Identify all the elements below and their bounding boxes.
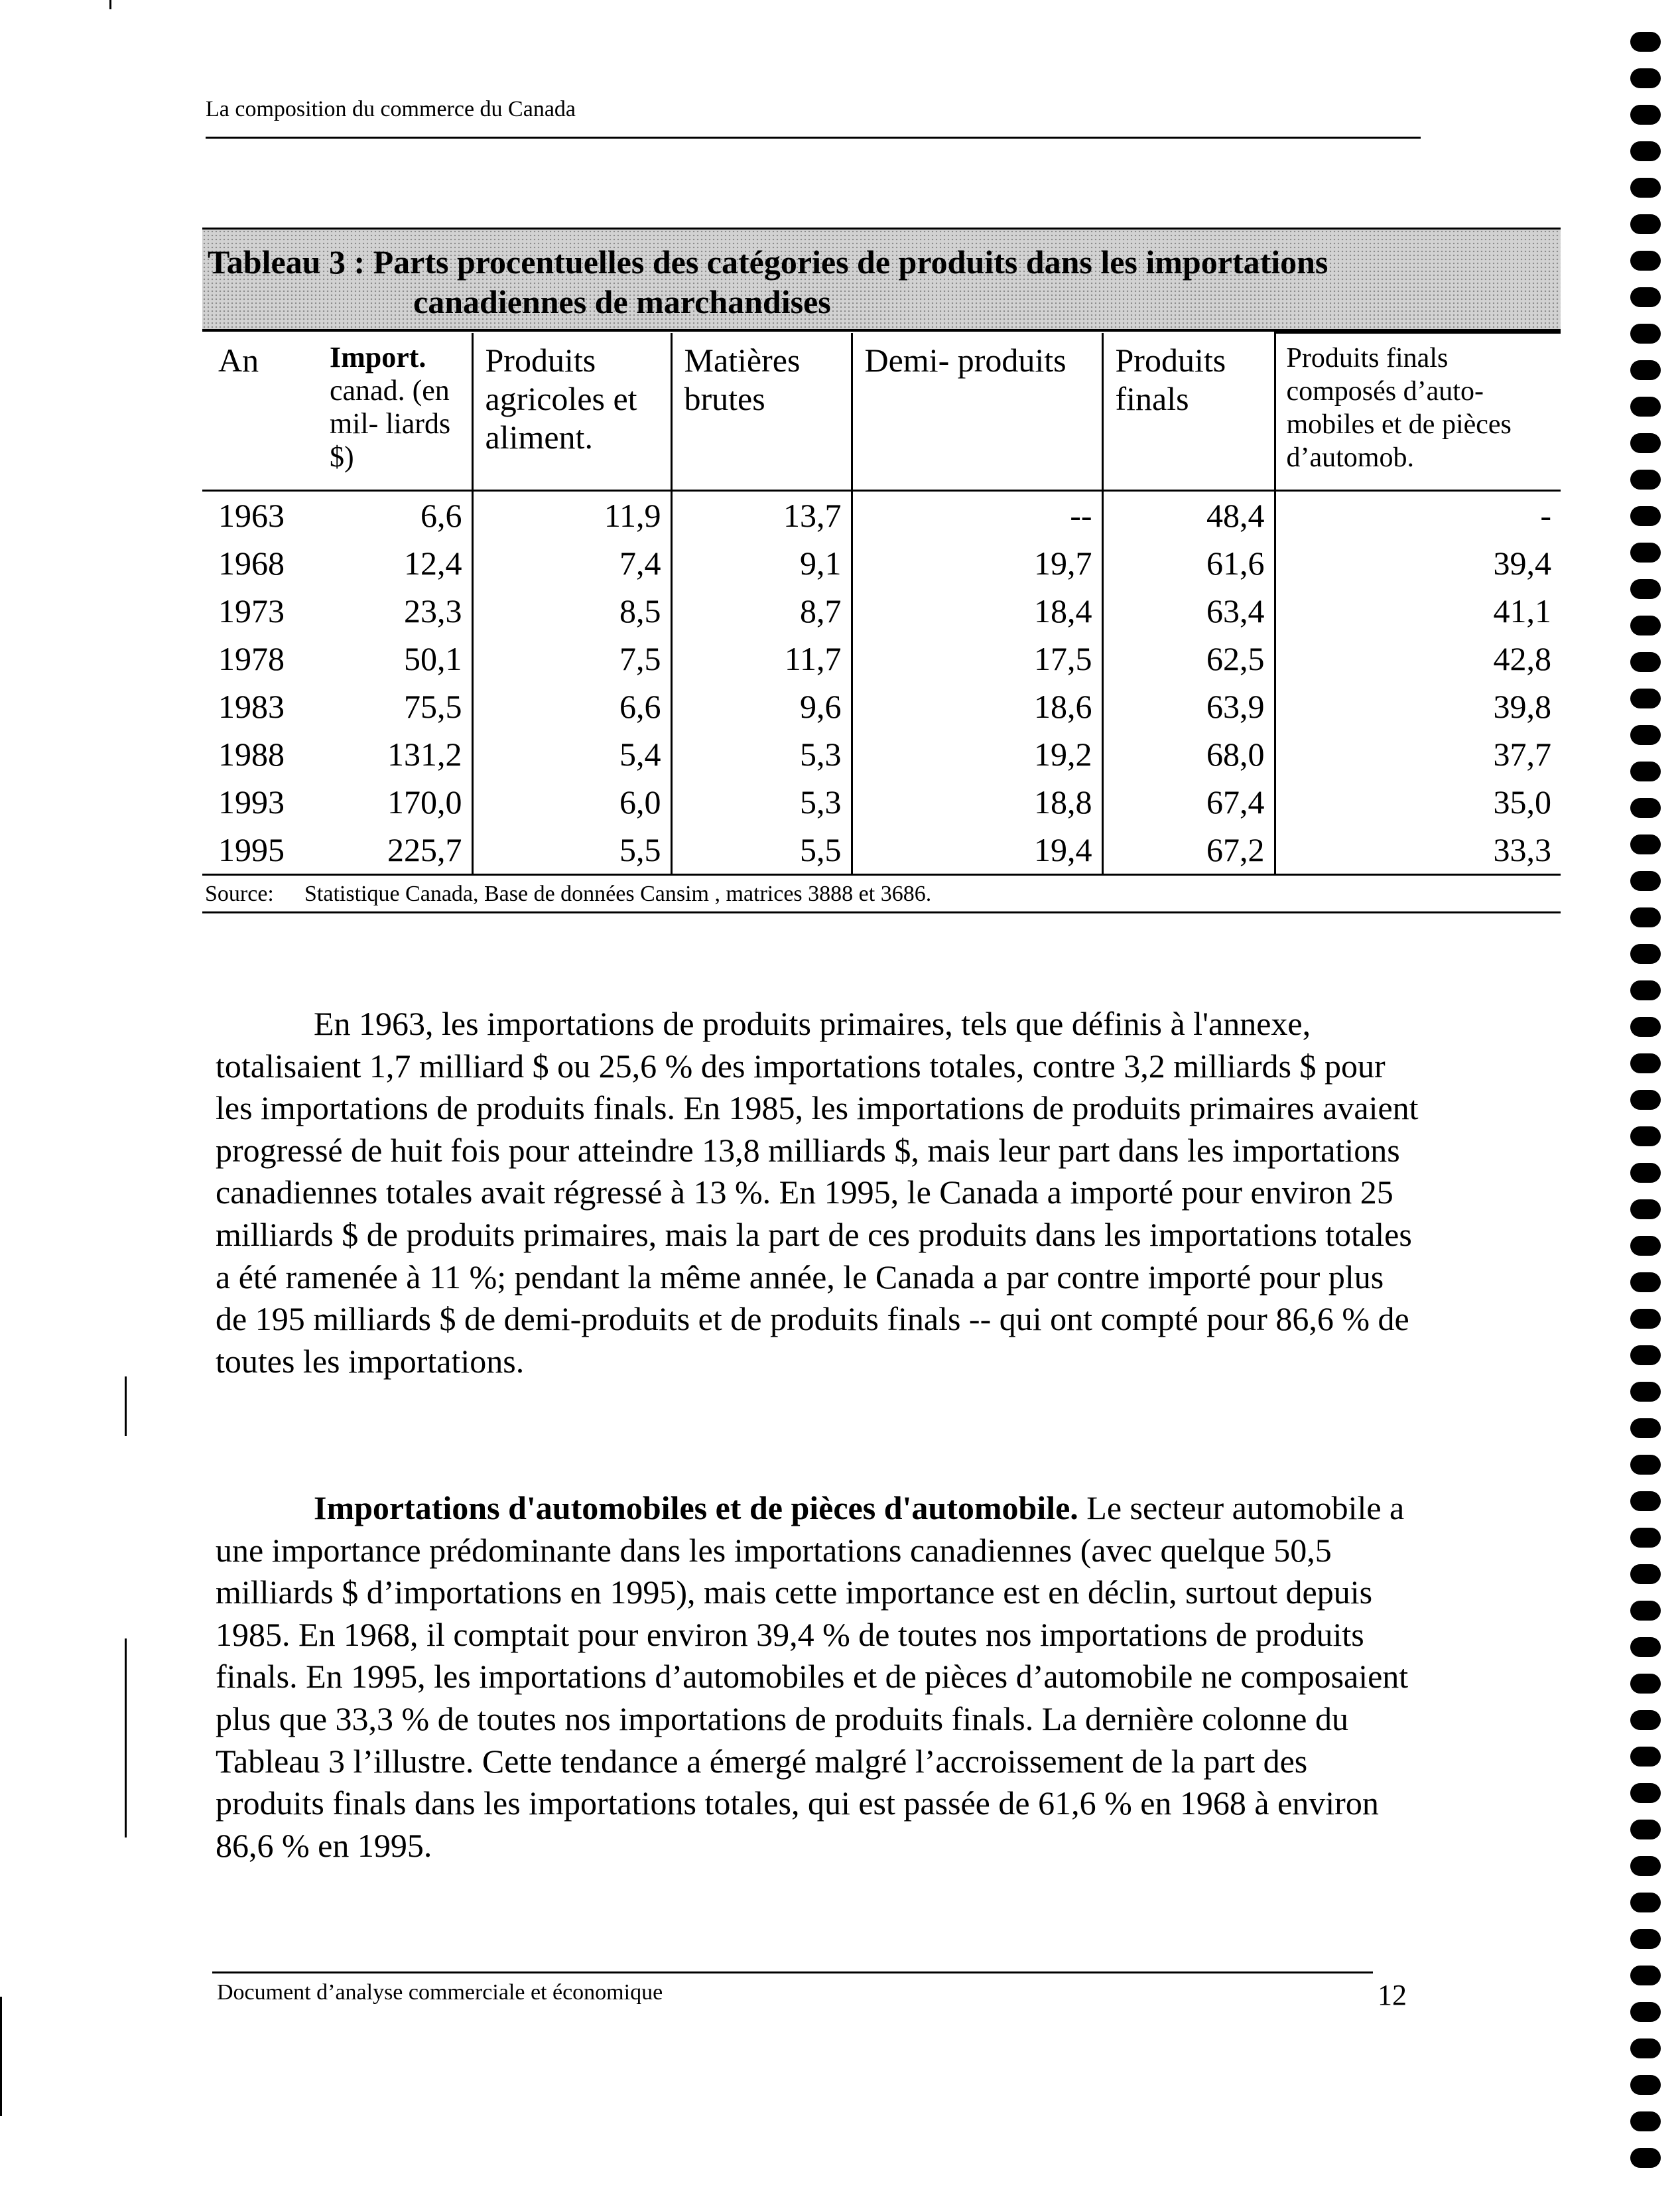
cell-finals: 63,4 [1102,587,1275,635]
col-header-auto: Produits finals composés d’auto- mobiles et de pièces d’automob. [1275,333,1561,491]
table-row [202,826,1561,875]
cell-auto: 37,7 [1275,730,1561,778]
footer-rule [212,1971,1373,1973]
cell-semi: 18,6 [852,683,1102,730]
table-title [202,228,1561,329]
punch-hole [1630,1528,1661,1548]
paragraph-2 [216,1487,1423,1867]
punch-hole [1630,1783,1661,1803]
punch-hole [1630,1820,1661,1839]
cell-imports: 23,3 [404,592,462,630]
cell-agri: 7,4 [472,539,671,587]
punch-hole [1630,652,1661,672]
cell-auto: 41,1 [1275,587,1561,635]
paragraph-2-heading: Importations d'automobiles et de pièces d'automobile. [314,1489,1078,1526]
table-row [202,539,1561,587]
cell-imports: 131,2 [387,736,462,773]
table-row [202,730,1561,778]
punch-hole [1630,798,1661,818]
punch-hole [1630,725,1661,745]
punch-hole [1630,907,1661,927]
header-rule [206,137,1421,139]
cell-imports: 75,5 [404,688,462,725]
punch-hole [1630,616,1661,635]
col-header-year: An [218,341,259,379]
cell-year: 1983 [218,688,285,725]
punch-hole [1630,506,1661,526]
running-header: La composition du commerce du Canada [206,97,576,121]
table-title-line-2: canadiennes de marchandises [413,283,831,320]
punch-hole [1630,1163,1661,1183]
cell-agri: 5,5 [472,826,671,875]
cell-agri: 5,4 [472,730,671,778]
cell-imports: 170,0 [387,783,462,821]
cell-raw: 5,3 [671,730,852,778]
cell-raw: 8,7 [671,587,852,635]
cell-semi: 19,4 [852,826,1102,875]
cell-raw: 5,3 [671,778,852,826]
punch-hole [1630,689,1661,708]
punch-hole [1630,2111,1661,2131]
punch-hole [1630,871,1661,891]
punch-hole [1630,980,1661,1000]
cell-semi: 18,8 [852,778,1102,826]
punch-hole [1630,470,1661,490]
scan-mark [125,1376,127,1436]
cell-auto: - [1275,491,1561,540]
cell-finals: 48,4 [1102,491,1275,540]
col-header-imports-bold: Import. [330,340,426,373]
punch-hole [1630,32,1661,52]
cell-imports: 50,1 [404,640,462,677]
punch-hole [1630,834,1661,854]
scan-mark [0,1997,2,2116]
punch-hole [1630,1455,1661,1475]
punch-hole [1630,1674,1661,1694]
punch-hole [1630,1382,1661,1402]
cell-imports: 225,7 [323,826,472,875]
punch-hole [1630,287,1661,307]
cell-auto: 33,3 [1275,826,1561,875]
cell-semi: 19,2 [852,730,1102,778]
punch-hole [1630,1856,1661,1876]
cell-finals: 62,5 [1102,635,1275,683]
punch-hole [1630,1637,1661,1657]
paragraph-auto-imports [216,1487,1423,1867]
punch-hole [1630,141,1661,161]
cell-semi: 19,7 [852,539,1102,587]
table-row [202,587,1561,635]
table-row [202,778,1561,826]
punch-hole [1630,1747,1661,1767]
cell-year: 1988 [218,736,285,773]
punch-hole [1630,1601,1661,1621]
punch-hole [1630,251,1661,271]
cell-year: 1973 [218,592,285,630]
punch-hole [1630,1309,1661,1329]
punch-hole [1630,214,1661,234]
cell-imports: 6,6 [420,497,462,534]
punch-hole [1630,1126,1661,1146]
table-source [202,876,1561,913]
col-header-finals: Produits finals [1102,333,1275,491]
col-header-imports [323,333,472,491]
col-header-imports-detail: canad. (en mil- liards $) [330,373,451,473]
punch-hole [1630,1929,1661,1949]
source-text: Statistique Canada, Base de données Cansim , matrices 3888 et 3686. [304,882,932,906]
punch-hole [1630,579,1661,599]
cell-agri: 6,6 [472,683,671,730]
punch-hole [1630,2148,1661,2168]
punch-hole [1630,1710,1661,1730]
punch-hole [1630,433,1661,453]
punch-hole [1630,1966,1661,1985]
cell-finals: 67,4 [1102,778,1275,826]
punch-hole [1630,944,1661,964]
punch-hole [1630,1345,1661,1365]
col-header-raw: Matières brutes [671,333,852,491]
footer-title: Document d’analyse commerciale et économique [217,1980,663,2005]
cell-raw: 5,5 [671,826,852,875]
cell-agri: 7,5 [472,635,671,683]
cell-auto: 39,8 [1275,683,1561,730]
punch-hole [1630,105,1661,125]
punch-hole [1630,1491,1661,1511]
cell-year: 1968 [218,545,285,582]
punch-hole [1630,762,1661,781]
punch-hole [1630,1017,1661,1037]
binding-holes [1625,0,1680,2203]
paragraph-2-text: Le secteur automobile a une importance prédominante dans les importations canadiennes (avec quelque 50,5 milliards $ d’importations en 1995), mais cette importance est en déclin, surtout depuis 1985. En 1968, il comptait pour environ 39,4 % de toutes nos importations de produits finals. En 1995, les importations d’automobiles et de pièces d’automobile ne composaient plus que 33,3 % de toutes nos importations de produits finals. La dernière colonne du Tableau 3 l’illustre. Cette tendance a émergé malgré l’accroissement de la part des produits finals dans les importations totales, qui est passée de 61,6 % en 1968 à environ 86,6 % en 1995. [216,1489,1409,1864]
punch-hole [1630,2002,1661,2022]
punch-hole [1630,397,1661,417]
cell-agri: 8,5 [472,587,671,635]
col-header-agri: Produits agricoles et aliment. [472,333,671,491]
cell-agri: 11,9 [472,491,671,540]
cell-imports: 12,4 [404,545,462,582]
cell-auto: 39,4 [1275,539,1561,587]
punch-hole [1630,1272,1661,1292]
cell-raw: 9,1 [671,539,852,587]
punch-hole [1630,324,1661,344]
cell-semi: 17,5 [852,635,1102,683]
source-label: Source: [205,882,274,906]
cell-year: 1963 [218,497,285,534]
cell-finals: 68,0 [1102,730,1275,778]
cell-auto: 42,8 [1275,635,1561,683]
paragraph-1: En 1963, les importations de produits primaires, tels que définis à l'annexe, totalisaient 1,7 milliard $ ou 25,6 % des importations totales, contre 3,2 milliards $ pour les importations de produits finals. En 1985, les importations de produits primaires avaient progressé de huit fois pour atteindre 13,8 milliards $, mais leur part dans les importations canadiennes totales avait régressé à 13 %. En 1995, le Canada a importé pour environ 25 milliards $ de produits primaires, mais la part de ces produits dans les importations totales a été ramenée à 11 %; pendant la même année, le Canada a par contre importé pour plus de 195 milliards $ de demi-produits et de produits finals -- qui ont compté pour 86,6 % de toutes les importations. [216,1005,1419,1380]
cell-semi: 18,4 [852,587,1102,635]
punch-hole [1630,543,1661,563]
table-row [202,635,1561,683]
table-header-row [202,333,1561,491]
scan-mark [109,0,111,9]
punch-hole [1630,2038,1661,2058]
punch-hole [1630,1199,1661,1219]
punch-hole [1630,1893,1661,1912]
punch-hole [1630,68,1661,88]
punch-hole [1630,1236,1661,1256]
table-row [202,491,1561,540]
punch-hole [1630,2075,1661,2095]
cell-finals: 61,6 [1102,539,1275,587]
cell-agri: 6,0 [472,778,671,826]
col-header-semi: Demi- produits [852,333,1102,491]
scan-mark [125,1638,127,1837]
page-number: 12 [1378,1979,1407,2011]
cell-raw: 13,7 [671,491,852,540]
punch-hole [1630,1090,1661,1110]
cell-year: 1978 [218,640,285,677]
cell-auto: 35,0 [1275,778,1561,826]
cell-year: 1993 [218,783,285,821]
cell-semi: -- [852,491,1102,540]
data-table [202,332,1561,876]
cell-year: 1995 [202,826,323,875]
punch-hole [1630,1418,1661,1438]
punch-hole [1630,178,1661,198]
paragraph-primary-imports [216,1003,1423,1382]
table-title-line-1: Tableau 3 : Parts procentuelles des catégories de produits dans les importations [208,243,1328,281]
table-3 [202,228,1561,913]
cell-raw: 9,6 [671,683,852,730]
punch-hole [1630,360,1661,380]
table-row [202,683,1561,730]
punch-hole [1630,1053,1661,1073]
cell-finals: 63,9 [1102,683,1275,730]
punch-hole [1630,1564,1661,1584]
cell-finals: 67,2 [1102,826,1275,875]
cell-raw: 11,7 [671,635,852,683]
